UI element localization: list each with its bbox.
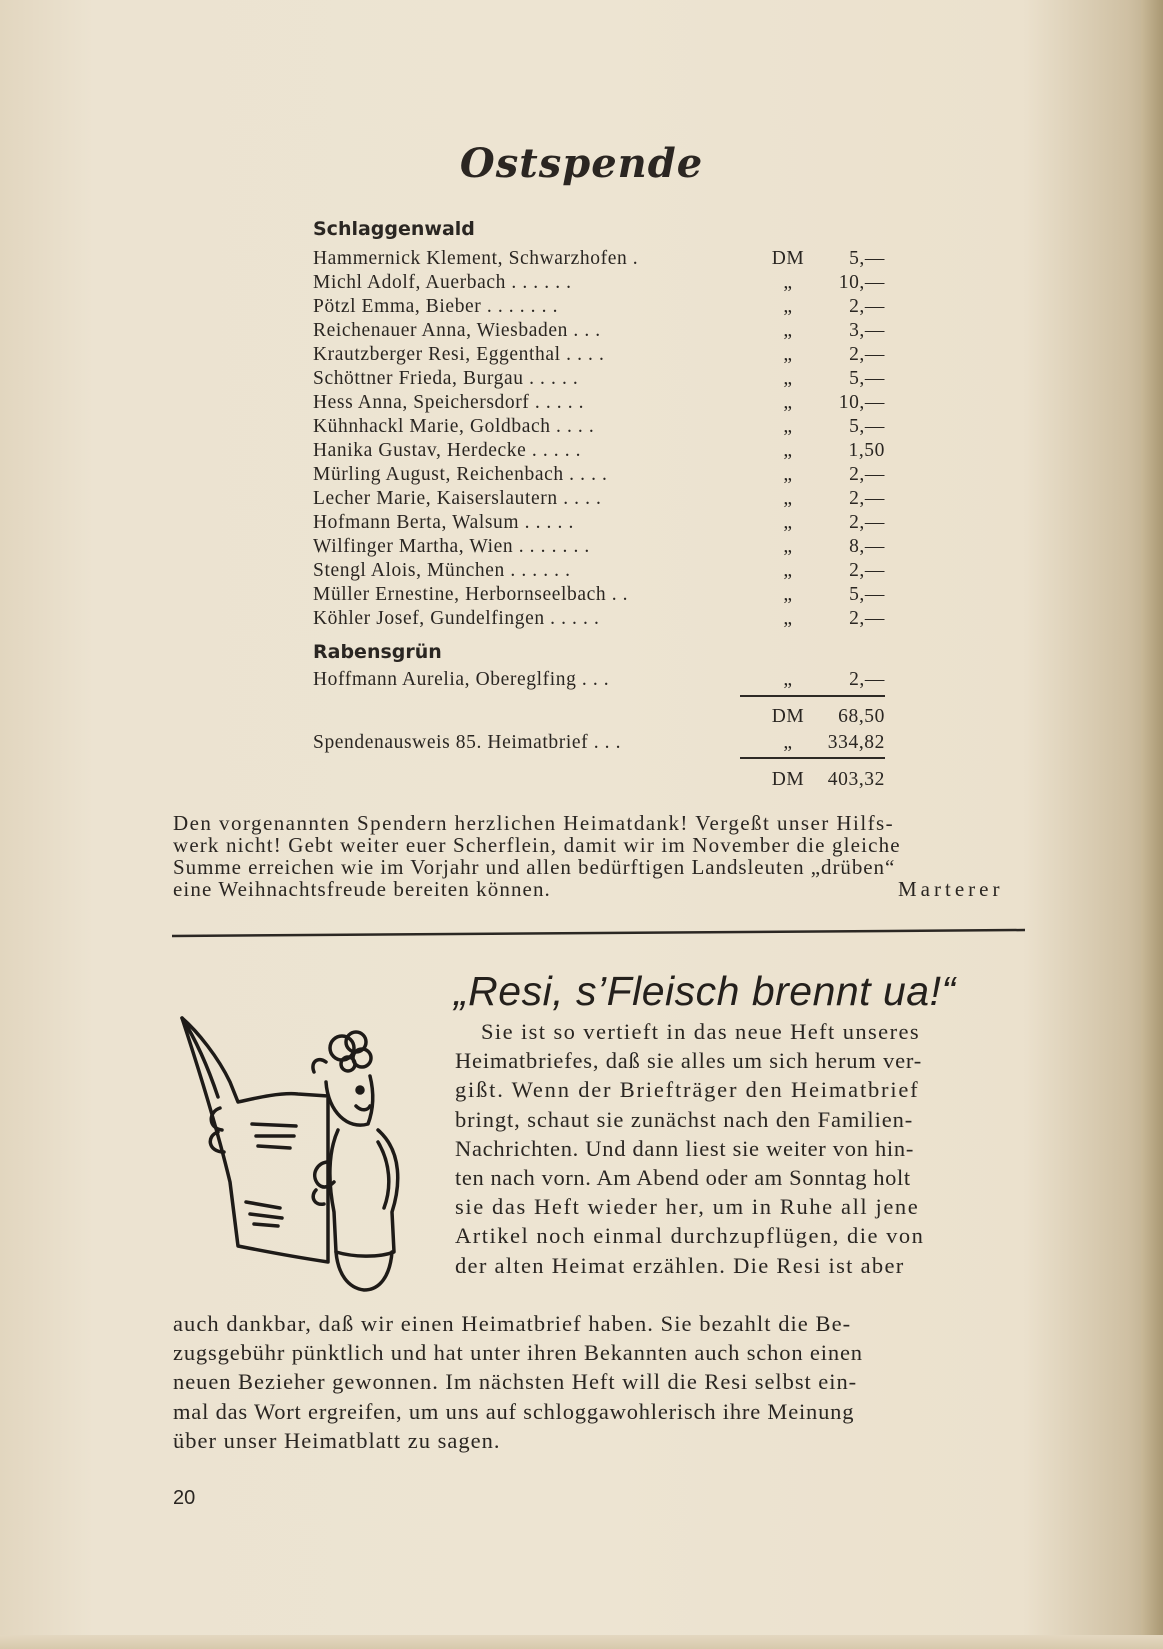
donor-name: Wilfinger Martha, Wien . . . . . . . bbox=[313, 536, 590, 557]
currency: „ bbox=[783, 488, 793, 509]
donor-name: Pötzl Emma, Bieber . . . . . . . bbox=[313, 296, 559, 317]
page-title: Ostspende bbox=[459, 140, 704, 187]
list-item bbox=[313, 415, 885, 439]
list-item bbox=[313, 511, 885, 535]
text-line: Den vorgenannten Spendern herzlichen Heimatdank! Vergeßt unser Hilfs- bbox=[173, 811, 895, 835]
amount: 10,— bbox=[838, 272, 885, 293]
text-line: neuen Bezieher gewonnen. Im nächsten Heft will die Resi selbst ein- bbox=[173, 1369, 858, 1395]
donor-name: Lecher Marie, Kaiserslautern . . . . bbox=[313, 488, 602, 509]
list-item bbox=[313, 535, 885, 559]
amount: 5,— bbox=[849, 416, 885, 437]
total-rule bbox=[740, 757, 885, 759]
donor-name: Hess Anna, Speichersdorf . . . . . bbox=[313, 392, 585, 413]
list-item bbox=[313, 247, 885, 271]
text-line: ten nach vorn. Am Abend oder am Sonntag holt bbox=[455, 1165, 911, 1191]
amount: 5,— bbox=[849, 368, 885, 389]
text-line: eine Weihnachtsfreude bereiten können. bbox=[173, 877, 551, 901]
currency: „ bbox=[783, 560, 793, 581]
list-item bbox=[313, 607, 885, 631]
article-body-full bbox=[173, 1309, 863, 1455]
text-line: Summe erreichen wie im Vorjahr und allen bedürftigen Landsleuten „drüben“ bbox=[173, 855, 896, 879]
grand-total-row bbox=[313, 768, 885, 792]
amount: 3,— bbox=[849, 320, 885, 341]
currency: DM bbox=[771, 769, 805, 790]
text-line: Nachrichten. Und dann liest sie weiter von hin- bbox=[455, 1135, 915, 1161]
article-headline: „Resi, s’Fleisch brennt ua!“ bbox=[454, 968, 956, 1014]
currency: „ bbox=[783, 344, 793, 365]
amount: 1,50 bbox=[848, 440, 885, 461]
amount: 2,— bbox=[849, 464, 885, 485]
page-bottom-edge bbox=[0, 1635, 1163, 1649]
amount: 10,— bbox=[838, 392, 885, 413]
subtotal-rule bbox=[740, 695, 885, 697]
donor-name: Schöttner Frieda, Burgau . . . . . bbox=[313, 368, 579, 389]
section-heading-schlaggenwald: Schlaggenwald bbox=[313, 218, 475, 240]
currency: „ bbox=[783, 272, 793, 293]
page-edge-shadow bbox=[1141, 0, 1163, 1649]
text-line: zugsgebühr pünktlich und hat unter ihren Bekannten auch schon einen bbox=[173, 1340, 863, 1366]
list-item bbox=[313, 583, 885, 607]
page-number: 20 bbox=[173, 1487, 196, 1509]
text-line: auch dankbar, daß wir einen Heimatbrief haben. Sie bezahlt die Be- bbox=[173, 1311, 852, 1336]
text-line: Heimatbriefes, daß sie alles um sich herum ver- bbox=[455, 1048, 923, 1074]
amount: 2,— bbox=[849, 488, 885, 509]
currency: „ bbox=[783, 732, 793, 753]
woman-reading-illustration bbox=[178, 1012, 428, 1292]
subtotal-row bbox=[313, 705, 885, 729]
donor-name: Müller Ernestine, Herbornseelbach . . bbox=[313, 584, 629, 605]
donor-name: Hofmann Berta, Walsum . . . . . bbox=[313, 512, 574, 533]
currency: „ bbox=[783, 296, 793, 317]
amount: 8,— bbox=[849, 536, 885, 557]
list-item bbox=[313, 439, 885, 463]
currency: „ bbox=[783, 584, 793, 605]
text-line: mal das Wort ergreifen, um uns auf schloggawohlerisch ihre Meinung bbox=[173, 1398, 855, 1424]
donor-name: Mürling August, Reichenbach . . . . bbox=[313, 464, 608, 485]
signature: Marterer bbox=[898, 877, 1004, 901]
text-line: Sie ist so vertieft in das neue Heft unseres bbox=[481, 1019, 921, 1044]
amount: 5,— bbox=[849, 248, 885, 269]
amount: 2,— bbox=[849, 608, 885, 629]
donor-name: Hoffmann Aurelia, Obereglfing . . . bbox=[313, 669, 610, 690]
thanks-paragraph bbox=[173, 812, 1023, 900]
article-body-indented bbox=[455, 1017, 924, 1280]
previous-label: Spendenausweis 85. Heimatbrief . . . bbox=[313, 732, 622, 753]
list-item bbox=[313, 463, 885, 487]
text-line: Artikel noch einmal durchzupflügen, die von bbox=[455, 1223, 925, 1249]
currency: DM bbox=[771, 706, 805, 727]
donor-name: Hammernick Klement, Schwarzhofen . bbox=[313, 248, 639, 269]
section-divider bbox=[170, 926, 1030, 940]
currency: DM bbox=[771, 248, 805, 269]
list-item bbox=[313, 343, 885, 367]
currency: „ bbox=[783, 512, 793, 533]
currency: „ bbox=[783, 669, 793, 690]
donor-name: Krautzberger Resi, Eggenthal . . . . bbox=[313, 344, 605, 365]
amount: 2,— bbox=[849, 669, 885, 690]
amount: 5,— bbox=[849, 584, 885, 605]
list-item bbox=[313, 668, 885, 692]
text-line: über unser Heimatblatt zu sagen. bbox=[173, 1427, 501, 1453]
amount: 2,— bbox=[849, 344, 885, 365]
currency: „ bbox=[783, 440, 793, 461]
currency: „ bbox=[783, 416, 793, 437]
currency: „ bbox=[783, 320, 793, 341]
text-line: sie das Heft wieder her, um in Ruhe all jene bbox=[455, 1194, 920, 1220]
list-item bbox=[313, 271, 885, 295]
text-line: gißt. Wenn der Briefträger den Heimatbrief bbox=[455, 1077, 920, 1103]
donor-name: Kühnhackl Marie, Goldbach . . . . bbox=[313, 416, 595, 437]
amount: 2,— bbox=[849, 296, 885, 317]
text-line: bringt, schaut sie zunächst nach den Familien- bbox=[455, 1106, 914, 1132]
text-line: der alten Heimat erzählen. Die Resi ist aber bbox=[455, 1252, 905, 1278]
previous-total-row bbox=[313, 731, 885, 755]
donor-name: Hanika Gustav, Herdecke . . . . . bbox=[313, 440, 582, 461]
list-item bbox=[313, 319, 885, 343]
list-item bbox=[313, 559, 885, 583]
currency: „ bbox=[783, 536, 793, 557]
currency: „ bbox=[783, 464, 793, 485]
donor-name: Michl Adolf, Auerbach . . . . . . bbox=[313, 272, 572, 293]
currency: „ bbox=[783, 392, 793, 413]
amount: 68,50 bbox=[838, 706, 885, 727]
list-item bbox=[313, 487, 885, 511]
amount: 403,32 bbox=[827, 769, 885, 790]
amount: 2,— bbox=[849, 560, 885, 581]
list-item bbox=[313, 391, 885, 415]
amount: 2,— bbox=[849, 512, 885, 533]
donor-name: Reichenauer Anna, Wiesbaden . . . bbox=[313, 320, 601, 341]
section-heading-rabensgruen: Rabensgrün bbox=[313, 641, 442, 663]
donor-name: Köhler Josef, Gundelfingen . . . . . bbox=[313, 608, 600, 629]
currency: „ bbox=[783, 608, 793, 629]
list-item bbox=[313, 295, 885, 319]
text-line: werk nicht! Gebt weiter euer Scherflein, damit wir im November die gleiche bbox=[173, 833, 901, 857]
currency: „ bbox=[783, 368, 793, 389]
list-item bbox=[313, 367, 885, 391]
donor-name: Stengl Alois, München . . . . . . bbox=[313, 560, 571, 581]
amount: 334,82 bbox=[827, 732, 885, 753]
